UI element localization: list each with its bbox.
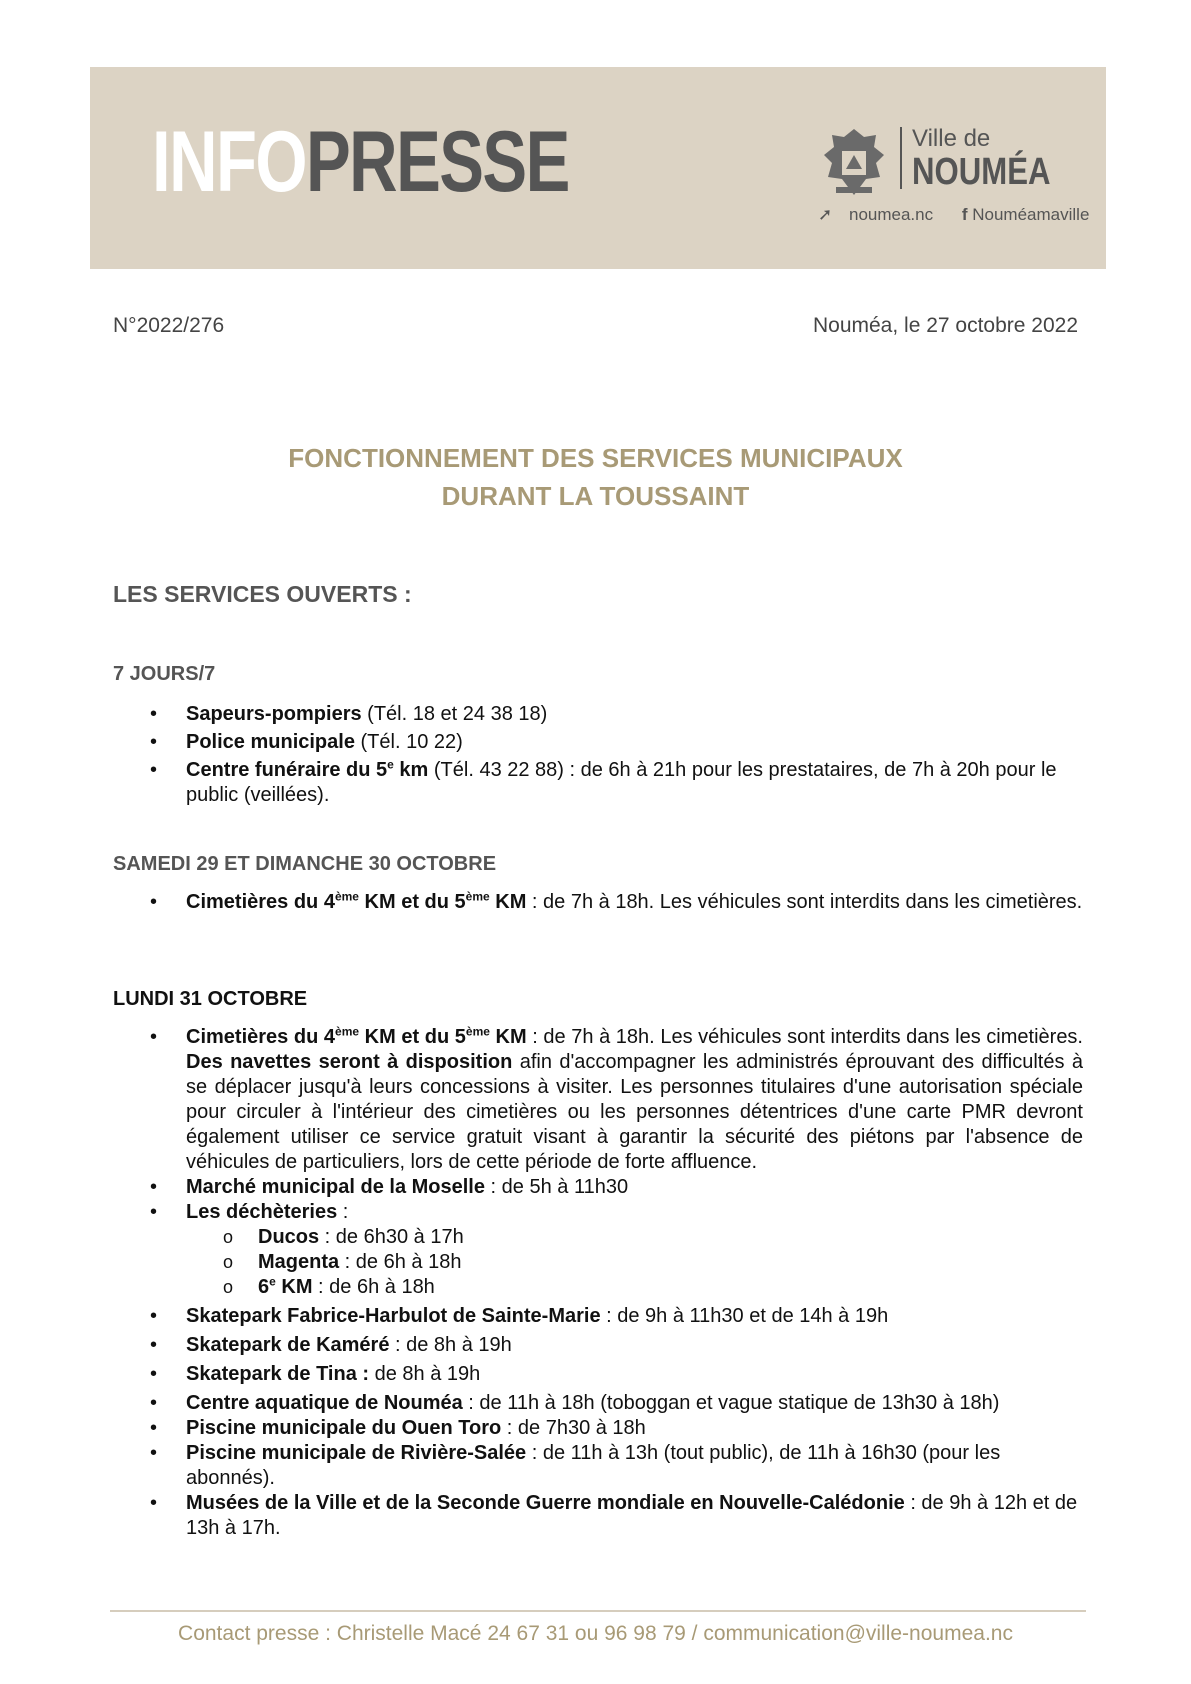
- website-text: noumea.nc: [848, 205, 934, 224]
- list-item: • Skatepark Fabrice-Harbulot de Sainte-Marie : de 9h à 11h30 et de 14h à 19h: [113, 1304, 1083, 1329]
- city-crest-icon: [818, 125, 890, 201]
- press-release-date: Nouméa, le 27 octobre 2022: [812, 314, 1078, 337]
- document-title: [0, 439, 1191, 515]
- press-contact: Contact presse : Christelle Macé 24 67 31 ou 96 98 79 / communication@ville-noumea.nc: [178, 1622, 1013, 1645]
- infopresse-logo: [152, 114, 569, 210]
- title-line-2: DURANT LA TOUSSAINT: [441, 481, 750, 511]
- list-item: • Police municipale (Tél. 10 22): [113, 730, 1083, 755]
- logo-separator: [900, 127, 902, 189]
- list-item: • Piscine municipale de Rivière-Salée : de 11h à 13h (tout public), de 11h à 16h30 (pour les abonnés).: [113, 1441, 1083, 1491]
- facebook-icon: f: [961, 205, 968, 224]
- sub-list-item: o 6e KM : de 6h à 18h: [113, 1275, 1083, 1300]
- list-item: • Piscine municipale du Ouen Toro : de 7h30 à 18h: [113, 1416, 1083, 1441]
- ville-de-text: Ville de: [912, 125, 991, 152]
- seven-days-list: [113, 702, 1083, 811]
- website-link[interactable]: [818, 205, 945, 224]
- sub-list-item: o Ducos : de 6h30 à 17h: [113, 1225, 1083, 1250]
- heading-weekend: SAMEDI 29 ET DIMANCHE 30 OCTOBRE: [113, 853, 497, 875]
- list-item: • Skatepark de Kaméré : de 8h à 19h: [113, 1333, 1083, 1358]
- facebook-text: Nouméamaville: [972, 205, 1090, 224]
- city-links: [818, 205, 1113, 225]
- logo-presse-text: PRESSE: [306, 114, 569, 210]
- list-item: • Skatepark de Tina : de 8h à 19h: [113, 1362, 1083, 1387]
- list-item: • Cimetières du 4ème KM et du 5ème KM : de 7h à 18h. Les véhicules sont interdits dans les cimetières. Des navettes seront à disposition afin d'accompagner les administrés éprouvant des difficultés à se déplacer jusqu'à leurs concessions à visiter. Les personnes titulaires d'une autorisation spéciale pour circuler à l'intérieur des cimetières ou les personnes détentrices d'une carte PMR devront également utiliser ce service gratuit visant à garantir la sécurité des piétons par l'absence de véhicules de particuliers, lors de cette période de forte affluence.: [113, 1025, 1083, 1175]
- weekend-list: [113, 890, 1083, 915]
- heading-monday: LUNDI 31 OCTOBRE: [113, 988, 308, 1010]
- list-item: • Les déchèteries :: [113, 1200, 1083, 1225]
- arrow-icon: ➚: [818, 205, 833, 224]
- facebook-link[interactable]: [962, 205, 1102, 224]
- list-item: • Sapeurs-pompiers (Tél. 18 et 24 38 18): [113, 702, 1083, 727]
- footer-divider: [110, 1610, 1086, 1612]
- ville-de-noumea-logo: [818, 125, 1090, 225]
- list-item: • Marché municipal de la Moselle : de 5h à 11h30: [113, 1175, 1083, 1200]
- header-banner: [90, 67, 1106, 269]
- sub-list-item: o Magenta : de 6h à 18h: [113, 1250, 1083, 1275]
- list-item: • Musées de la Ville et de la Seconde Guerre mondiale en Nouvelle-Calédonie : de 9h à 12h et de 13h à 17h.: [113, 1491, 1083, 1541]
- list-item: • Centre funéraire du 5e km (Tél. 43 22 88) : de 6h à 21h pour les prestataires, de 7h à 20h pour le public (veillées).: [113, 758, 1083, 808]
- heading-seven-days: 7 JOURS/7: [113, 663, 216, 685]
- press-release-number: N°2022/276: [113, 314, 225, 337]
- list-item: • Cimetières du 4ème KM et du 5ème KM : de 7h à 18h. Les véhicules sont interdits dans les cimetières.: [113, 890, 1083, 915]
- list-item: • Centre aquatique de Nouméa : de 11h à 18h (toboggan et vague statique de 13h30 à 18h): [113, 1391, 1083, 1416]
- noumea-text: NOUMÉA: [912, 151, 1051, 193]
- monday-list: [113, 1025, 1083, 1541]
- title-line-1: FONCTIONNEMENT DES SERVICES MUNICIPAUX: [288, 443, 903, 473]
- logo-info-text: INFO: [152, 114, 307, 210]
- heading-open-services: LES SERVICES OUVERTS :: [113, 581, 412, 607]
